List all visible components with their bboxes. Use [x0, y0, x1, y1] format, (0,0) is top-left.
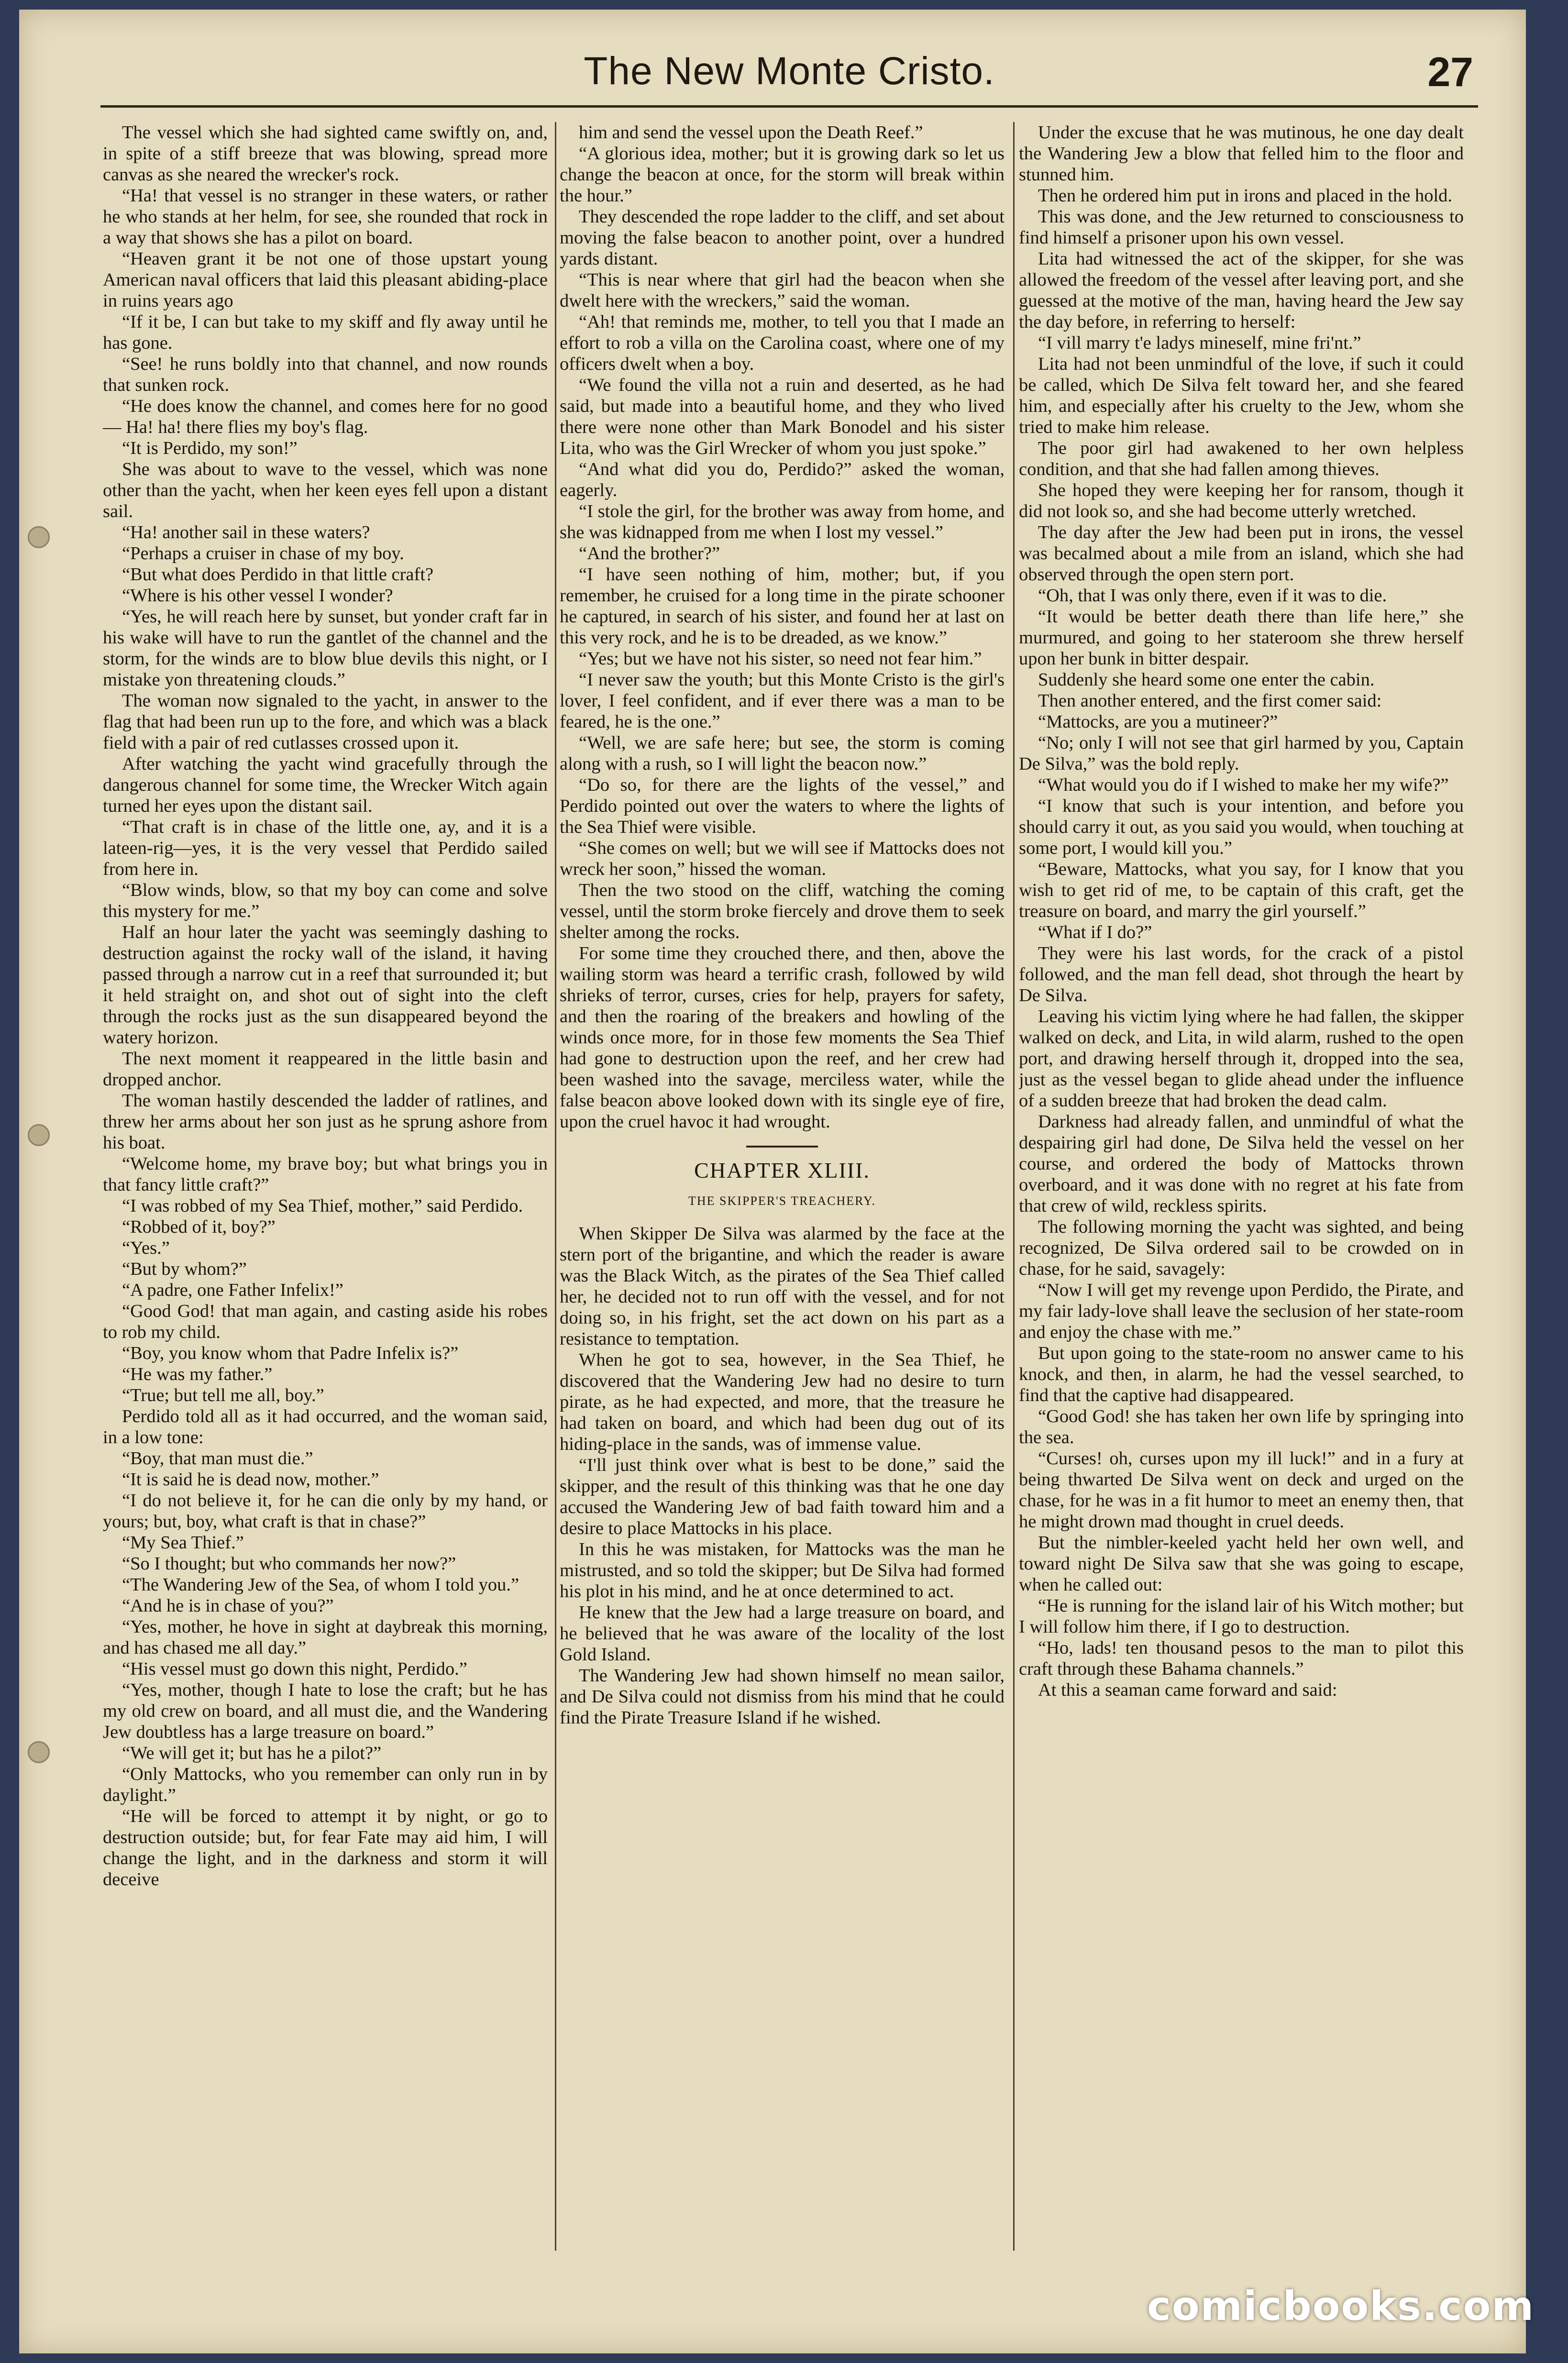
- page-number: 27: [1427, 49, 1473, 95]
- paragraph: “Boy, that man must die.”: [122, 1448, 313, 1469]
- paragraph: “So I thought; but who commands her now?”: [122, 1554, 456, 1574]
- paragraph: The vessel which she had sighted came swiftly on, and, in spite of a stiff breeze that was blowing, spread more canvas as she neared the wrecker's rock.: [103, 122, 548, 185]
- binding-hole: [28, 526, 50, 548]
- paragraph: “He does know the channel, and comes here for no good— Ha! ha! there flies my boy's flag.: [103, 396, 548, 437]
- column-2-bottom-text: [560, 1223, 1005, 1728]
- binding-hole: [28, 1124, 50, 1146]
- newspaper-page: [19, 10, 1526, 2353]
- paragraph: Then he ordered him put in irons and placed in the hold.: [1038, 186, 1453, 206]
- paragraph: “Now I will get my revenge upon Perdido, the Pirate, and my fair lady-love shall leave the seclusion of her state-room and enjoy the chase with me.”: [1019, 1280, 1464, 1342]
- paragraph: “I was robbed of my Sea Thief, mother,” said Perdido.: [122, 1196, 523, 1216]
- paragraph: “A padre, one Father Infelix!”: [122, 1280, 343, 1300]
- paragraph: “Do so, for there are the lights of the vessel,” and Perdido pointed out over the waters to where the lights of the Sea Thief were visible.: [560, 775, 1005, 837]
- binding-hole: [28, 1741, 50, 1763]
- paragraph: “Yes; but we have not his sister, so need not fear him.”: [579, 649, 982, 669]
- paragraph: Perdido told all as it had occurred, and the woman said, in a low tone:: [103, 1406, 548, 1447]
- chapter-number: CHAPTER XLIII.: [694, 1158, 870, 1182]
- paragraph: “And what did you do, Perdido?” asked the woman, eagerly.: [560, 459, 1005, 500]
- paragraph: The woman now signaled to the yacht, in answer to the flag that had been run up to the fore, and which was a black field with a pair of red cutlasses crossed upon it.: [103, 691, 548, 753]
- paragraph: The woman hastily descended the ladder of ratlines, and threw her arms about her son just as he sprung ashore from his boat.: [103, 1091, 548, 1153]
- paragraph: “Heaven grant it be not one of those upstart young American naval officers that laid this pleasant abiding-place in ruins years ago: [103, 249, 548, 311]
- paragraph: “Yes, mother, though I hate to lose the craft; but he has my old crew on board, and all must die, and the Wandering Jew doubtless has a large treasure on board.”: [103, 1680, 548, 1742]
- paragraph: Suddenly she heard some one enter the cabin.: [1038, 670, 1375, 690]
- paragraph: “The Wandering Jew of the Sea, of whom I told you.”: [122, 1575, 519, 1595]
- paragraph: “Ah! that reminds me, mother, to tell you that I made an effort to rob a villa on the Carolina coast, where one of my officers dwelt when a boy.: [560, 312, 1005, 374]
- paragraph: “I'll just think over what is best to be done,” said the skipper, and the result of this thinking was that he one day accused the Wandering Jew of bad faith toward him and a desire to place Mattocks in his place.: [560, 1455, 1005, 1538]
- paragraph: They were his last words, for the crack of a pistol followed, and the man fell dead, shot through the heart by De Silva.: [1019, 943, 1464, 1005]
- paragraph: “Yes, he will reach here by sunset, but yonder craft far in his wake will have to run the gantlet of the channel and the storm, for the winds are to blow blue devils this night, or I mistake yon threatening clouds.”: [103, 607, 548, 690]
- paragraph: After watching the yacht wind gracefully through the dangerous channel for some time, the Wrecker Witch again turned her eyes upon the distant sail.: [103, 754, 548, 816]
- paragraph: “He is running for the island lair of his Witch mother; but I will follow him there, if I go to destruction.: [1019, 1596, 1464, 1637]
- paragraph: Then the two stood on the cliff, watching the coming vessel, until the storm broke fiercely and drove them to seek shelter among the rocks.: [560, 880, 1005, 942]
- paragraph: Lita had not been unmindful of the love, if such it could be called, which De Silva felt toward her, and she feared him, and especially after his cruelty to the Jew, whom she tried to make him release.: [1019, 354, 1464, 437]
- page-header: [100, 43, 1478, 108]
- paragraph: “Ho, lads! ten thousand pesos to the man to pilot this craft through these Bahama channels.”: [1019, 1638, 1464, 1679]
- chapter-heading: [560, 1146, 1005, 1212]
- text-column-3: [1019, 122, 1464, 2251]
- paragraph: “True; but tell me all, boy.”: [122, 1385, 324, 1405]
- paragraph: But upon going to the state-room no answer came to his knock, and then, in alarm, he had the vessel searched, to find that the captive had disappeared.: [1019, 1343, 1464, 1405]
- paragraph: For some time they crouched there, and then, above the wailing storm was heard a terrific crash, followed by wild shrieks of terror, curses, cries for help, prayers for safety, and then the roaring of the breakers and howling of the winds once more, for in those few moments the Sea Thief had gone to destruction upon the reef, and her crew had been washed into the savage, merciless water, while the false beacon above looked down with its single eye of fire, upon the cruel havoc it had wrought.: [560, 943, 1005, 1132]
- paragraph: When he got to sea, however, in the Sea Thief, he discovered that the Wandering Jew had no desire to turn pirate, as he had expected, and more, that the treasure he had taken on board, and which had been dug out of its hiding-place in the sands, was of immense value.: [560, 1350, 1005, 1454]
- text-column-1: [103, 122, 548, 2251]
- paragraph: Lita had witnessed the act of the skipper, for she was allowed the freedom of the vessel after leaving port, and she guessed at the motive of the man, having heard the Jew say the day before, in referring to herself:: [1019, 249, 1464, 332]
- paragraph: Under the excuse that he was mutinous, he one day dealt the Wandering Jew a blow that felled him to the floor and stunned him.: [1019, 122, 1464, 185]
- paragraph: “Perhaps a cruiser in chase of my boy.: [122, 543, 404, 563]
- paragraph: “Ha! another sail in these waters?: [122, 522, 370, 542]
- paragraph: “But what does Perdido in that little craft?: [122, 564, 434, 585]
- paragraph: The Wandering Jew had shown himself no mean sailor, and De Silva could not dismiss from his mind that he could find the Pirate Treasure Island if he wished.: [560, 1666, 1005, 1728]
- page-title: The New Monte Cristo.: [584, 49, 995, 93]
- paragraph: “And the brother?”: [579, 543, 720, 563]
- paragraph: He knew that the Jew had a large treasure on board, and he believed that he was aware of the locality of the lost Gold Island.: [560, 1602, 1005, 1665]
- paragraph: The poor girl had awakened to her own helpless condition, and that she had fallen among thieves.: [1019, 438, 1464, 479]
- paragraph: She was about to wave to the vessel, which was none other than the yacht, when her keen eyes fell upon a distant sail.: [103, 459, 548, 521]
- paragraph: The day after the Jew had been put in irons, the vessel was becalmed about a mile from an island, which she had observed through the open stern port.: [1019, 522, 1464, 585]
- paragraph: “This is near where that girl had the beacon when she dwelt here with the wreckers,” said the woman.: [560, 270, 1005, 311]
- paragraph: “It would be better death there than life here,” she murmured, and going to her stateroom she threw herself upon her bunk in bitter despair.: [1019, 607, 1464, 669]
- paragraph: Then another entered, and the first comer said:: [1038, 691, 1382, 711]
- paragraph: “It is Perdido, my son!”: [122, 438, 298, 458]
- paragraph: Darkness had already fallen, and unmindful of what the despairing girl had done, De Silva held the vessel on her course, and ordered the body of Mattocks thrown overboard, and it was done with no regret at his fate from that crew of wild, reckless spirits.: [1019, 1112, 1464, 1216]
- paragraph: “Robbed of it, boy?”: [122, 1217, 276, 1237]
- column-divider: [555, 122, 556, 2251]
- paragraph: “She comes on well; but we will see if Mattocks does not wreck her soon,” hissed the woman.: [560, 838, 1005, 879]
- paragraph: “Ha! that vessel is no stranger in these waters, or rather he who stands at her helm, for see, she rounded that rock in a way that shows she has a pilot on board.: [103, 186, 548, 248]
- paragraph: “No; only I will not see that girl harmed by you, Captain De Silva,” was the bold reply.: [1019, 733, 1464, 774]
- paragraph: They descended the rope ladder to the cliff, and set about moving the false beacon to another point, over a hundred yards distant.: [560, 207, 1005, 269]
- paragraph: The next moment it reappeared in the little basin and dropped anchor.: [103, 1049, 548, 1090]
- paragraph: “We will get it; but has he a pilot?”: [122, 1743, 382, 1763]
- text-column-2: [560, 122, 1005, 2251]
- paragraph: “And he is in chase of you?”: [122, 1596, 334, 1616]
- paragraph: “Where is his other vessel I wonder?: [122, 585, 393, 606]
- paragraph: “What would you do if I wished to make her my wife?”: [1038, 775, 1449, 795]
- paragraph: him and send the vessel upon the Death Reef.”: [579, 122, 923, 143]
- paragraph: “We found the villa not a ruin and deserted, as he had said, but made into a beautiful home, and they who lived there were none other than Mark Bonodel and his sister Lita, who was the Girl Wrecker of whom you just spoke.”: [560, 375, 1005, 458]
- chapter-title: THE SKIPPER'S TREACHERY.: [688, 1194, 876, 1208]
- paragraph: But the nimbler-keeled yacht held her own well, and toward night De Silva saw that she was going to escape, when he called out:: [1019, 1533, 1464, 1595]
- paragraph: “Blow winds, blow, so that my boy can come and solve this mystery for me.”: [103, 880, 548, 921]
- paragraph: “Beware, Mattocks, what you say, for I know that you wish to get rid of me, to be captain of this craft, get the treasure on board, and marry the girl yourself.”: [1019, 859, 1464, 921]
- chapter-rule: [746, 1146, 818, 1148]
- paragraph: In this he was mistaken, for Mattocks was the man he mistrusted, and so told the skipper; but De Silva had formed his plot in his mind, and he at once determined to act.: [560, 1539, 1005, 1601]
- paragraph: “Yes, mother, he hove in sight at daybreak this morning, and has chased me all day.”: [103, 1617, 548, 1658]
- paragraph: “Only Mattocks, who you remember can only run in by daylight.”: [103, 1764, 548, 1805]
- paragraph: “Good God! that man again, and casting aside his robes to rob my child.: [103, 1301, 548, 1342]
- paragraph: “I vill marry t'e ladys mineself, mine fri'nt.”: [1038, 333, 1361, 353]
- column-2-top-text: [560, 122, 1005, 1132]
- paragraph: At this a seaman came forward and said:: [1038, 1680, 1337, 1700]
- paragraph: “He will be forced to attempt it by night, or go to destruction outside; but, for fear Fate may aid him, I will change the light, and in the darkness and storm it will deceive: [103, 1806, 548, 1889]
- paragraph: When Skipper De Silva was alarmed by the face at the stern port of the brigantine, and which the reader is aware was the Black Witch, as the pirates of the Sea Thief called her, he decided not to run off with the vessel, and for not doing so, in his fright, set the act down on his part as a resistance to temptation.: [560, 1224, 1005, 1349]
- paragraph: Half an hour later the yacht was seemingly dashing to destruction against the rocky wall of the island, it having passed through a narrow cut in a reef that surrounded it; but it held straight on, and shot out of sight into the cleft through the rocks just as the sun disappeared beyond the watery horizon.: [103, 922, 548, 1048]
- paragraph: “I know that such is your intention, and before you should carry it out, as you said you would, when touching at some port, I would kill you.”: [1019, 796, 1464, 858]
- paragraph: “I have seen nothing of him, mother; but, if you remember, he cruised for a long time in the pirate schooner he captured, in search of his sister, and found her at last on this very rock, and he is to be dreaded, as we know.”: [560, 564, 1005, 648]
- paragraph: “It is said he is dead now, mother.”: [122, 1469, 379, 1490]
- paragraph: The following morning the yacht was sighted, and being recognized, De Silva ordered sail to be crowded on in chase, for he said, savagely:: [1019, 1217, 1464, 1279]
- watermark: comicbooks.com: [1147, 2283, 1535, 2330]
- paragraph: “I stole the girl, for the brother was away from home, and she was kidnapped from me when I lost my vessel.”: [560, 501, 1005, 542]
- paragraph: “Welcome home, my brave boy; but what brings you in that fancy little craft?”: [103, 1154, 548, 1195]
- paragraph: “His vessel must go down this night, Perdido.”: [122, 1659, 467, 1679]
- paragraph: “Mattocks, are you a mutineer?”: [1038, 712, 1278, 732]
- paragraph: “I do not believe it, for he can die only by my hand, or yours; but, boy, what craft is that in chase?”: [103, 1491, 548, 1532]
- paragraph: “My Sea Thief.”: [122, 1533, 244, 1553]
- paragraph: She hoped they were keeping her for ransom, though it did not look so, and she had become utterly wretched.: [1019, 480, 1464, 521]
- paragraph: “A glorious idea, mother; but it is growing dark so let us change the beacon at once, for the storm will break within the hour.”: [560, 144, 1005, 206]
- paragraph: “Good God! she has taken her own life by springing into the sea.: [1019, 1406, 1464, 1447]
- column-divider: [1013, 122, 1015, 2251]
- paragraph: This was done, and the Jew returned to consciousness to find himself a prisoner upon his own vessel.: [1019, 207, 1464, 248]
- paragraph: “Yes.”: [122, 1238, 170, 1258]
- paragraph: “But by whom?”: [122, 1259, 247, 1279]
- paragraph: “See! he runs boldly into that channel, and now rounds that sunken rock.: [103, 354, 548, 395]
- paragraph: “Curses! oh, curses upon my ill luck!” and in a fury at being thwarted De Silva went on deck and urged on the chase, for he was in a fit humor to meet an enemy then, that he might drown mad thought in cruel deeds.: [1019, 1448, 1464, 1532]
- paragraph: “If it be, I can but take to my skiff and fly away until he has gone.: [103, 312, 548, 353]
- paragraph: “I never saw the youth; but this Monte Cristo is the girl's lover, I feel confident, and if ever there was a man to be feared, he is the one.”: [560, 670, 1005, 732]
- paragraph: “Well, we are safe here; but see, the storm is coming along with a rush, so I will light the beacon now.”: [560, 733, 1005, 774]
- paragraph: Leaving his victim lying where he had fallen, the skipper walked on deck, and Lita, in wild alarm, rushed to the open port, and drawing herself through it, dropped into the sea, just as the vessel began to glide ahead under the influence of a sudden breeze that had broken the dead calm.: [1019, 1006, 1464, 1111]
- paragraph: “He was my father.”: [122, 1364, 273, 1384]
- paragraph: “What if I do?”: [1038, 922, 1152, 942]
- paragraph: “Boy, you know whom that Padre Infelix is?”: [122, 1343, 459, 1363]
- paragraph: “Oh, that I was only there, even if it was to die.: [1038, 585, 1387, 606]
- paragraph: “That craft is in chase of the little one, ay, and it is a lateen-rig—yes, it is the very vessel that Perdido sailed from here in.: [103, 817, 548, 879]
